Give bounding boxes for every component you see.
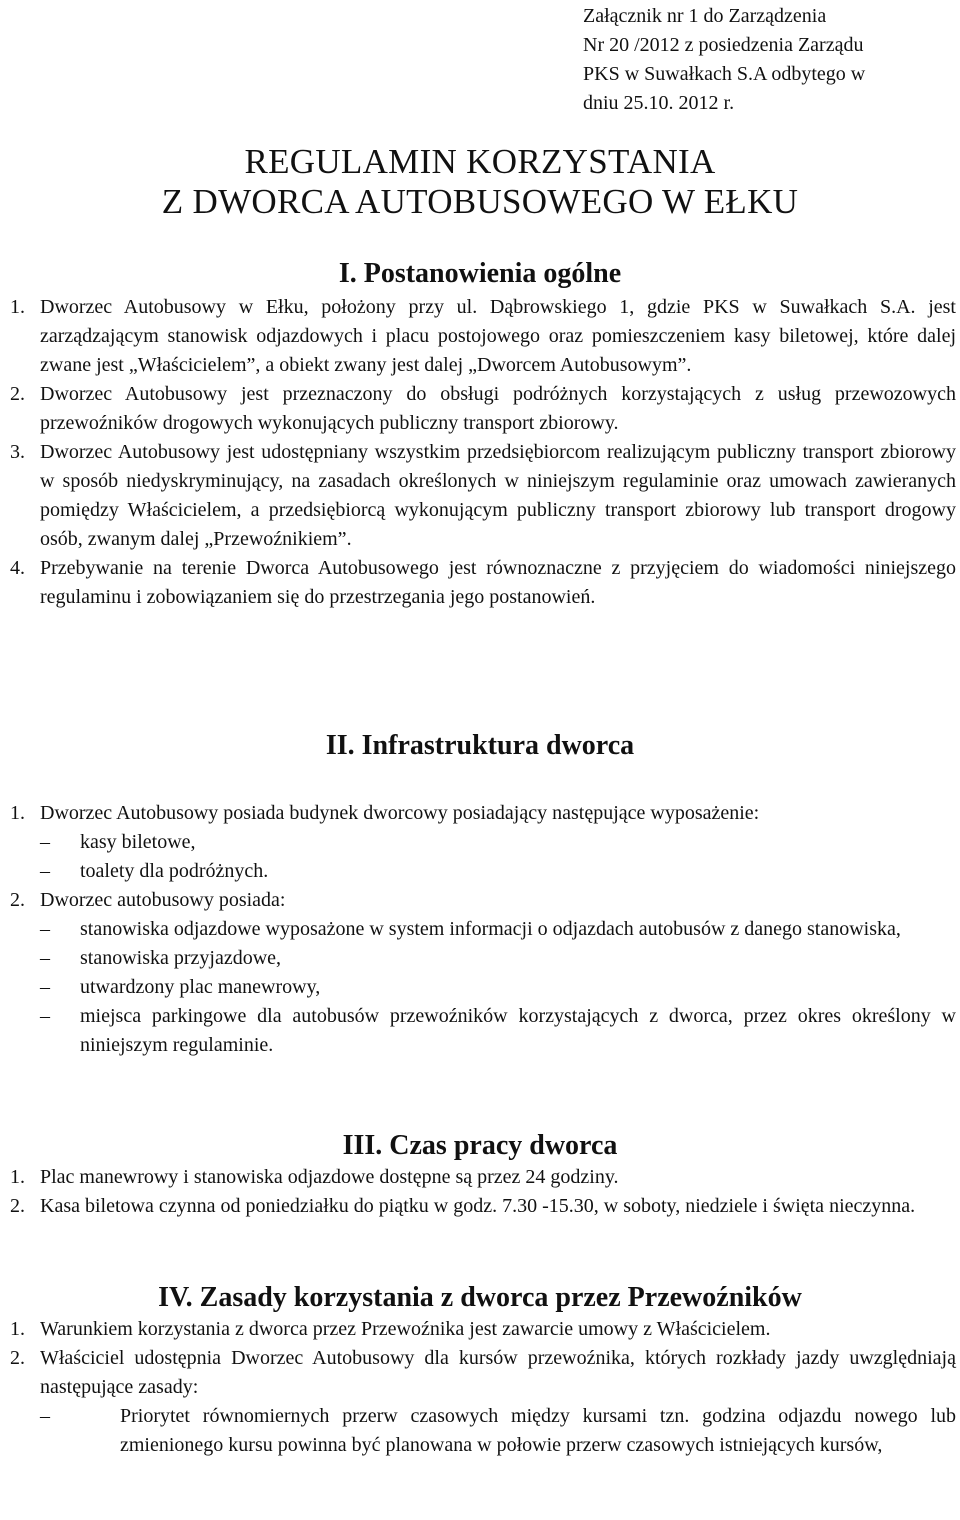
list-item xyxy=(10,554,956,612)
dash-marker: – xyxy=(40,976,50,998)
dash-text: toalety dla podróżnych. xyxy=(80,860,269,882)
list-item xyxy=(10,799,956,828)
list-item xyxy=(10,1192,956,1221)
attachment-line: PKS w Suwałkach S.A odbytego w xyxy=(583,63,866,85)
section-3-list xyxy=(10,1163,956,1221)
item-text: Dworzec Autobusowy w Ełku, położony przy ul. Dąbrowskiego 1, gdzie PKS w Suwałkach S.A. jest zarządzającym stanowisk odjazdowych i placu postojowego oraz pomieszczeniem kasy biletowej, które dalej zwane jest „Właścicielem”, a obiekt zwany jest dalej „Dworcem Autobusowym”. xyxy=(40,296,956,376)
dash-item xyxy=(40,1002,956,1060)
item-text: Dworzec Autobusowy jest przeznaczony do obsługi podróżnych korzystających z usług przewozowych przewoźników drogowych wykonujących publiczny transport zbiorowy. xyxy=(40,383,956,434)
dash-text: stanowiska przyjazdowe, xyxy=(80,947,282,969)
attachment-line: Nr 20 /2012 z posiedzenia Zarządu xyxy=(583,34,864,56)
list-item xyxy=(10,293,956,380)
section-1-heading: I. Postanowienia ogólne xyxy=(338,258,622,289)
dash-marker: – xyxy=(40,831,50,853)
dash-item xyxy=(40,857,956,886)
section-2-list xyxy=(10,799,956,1060)
document-title-line-2: Z DWORCA AUTOBUSOWEGO W EŁKU xyxy=(161,182,799,221)
dash-item xyxy=(40,915,956,944)
item-number: 1. xyxy=(10,802,25,824)
list-item xyxy=(10,1163,956,1192)
dash-marker: – xyxy=(40,947,50,969)
item-text: Właściciel udostępnia Dworzec Autobusowy dla kursów przewoźnika, których rozkłady jazdy uwzględniają następujące zasady: xyxy=(40,1347,956,1398)
attachment-note xyxy=(583,2,953,118)
list-item xyxy=(10,438,956,554)
item-text: Dworzec Autobusowy jest udostępniany wszystkim przedsiębiorcom realizującym publiczny transport zbiorowy w sposób niedyskryminujący, na zasadach określonych w niniejszym regulaminie oraz umowach zawieranych pomiędzy Właścicielem, a przedsiębiorcą wykonującym publiczny transport zbiorowy lub transport drogowy osób, zwanym dalej „Przewoźnikiem”. xyxy=(40,441,956,550)
document-title-line-1: REGULAMIN KORZYSTANIA xyxy=(244,142,716,181)
attachment-line: dniu 25.10. 2012 r. xyxy=(583,92,735,114)
list-item xyxy=(10,1315,956,1344)
item-number: 3. xyxy=(10,441,25,463)
item-number: 1. xyxy=(10,296,25,318)
dash-text: miejsca parkingowe dla autobusów przewoźników korzystających z dworca, przez okres określony w niniejszym regulaminie. xyxy=(80,1005,956,1056)
dash-marker: – xyxy=(40,1005,50,1027)
attachment-line: Załącznik nr 1 do Zarządzenia xyxy=(583,5,827,27)
item-text: Warunkiem korzystania z dworca przez Przewoźnika jest zawarcie umowy z Właścicielem. xyxy=(40,1318,771,1340)
dash-marker: – xyxy=(40,860,50,882)
item-number: 2. xyxy=(10,383,25,405)
item-text: Kasa biletowa czynna od poniedziałku do piątku w godz. 7.30 -15.30, w soboty, niedziele i święta nieczynna. xyxy=(40,1195,916,1217)
dash-text: kasy biletowe, xyxy=(80,831,196,853)
dash-text: Priorytet równomiernych przerw czasowych między kursami tzn. godzina odjazdu nowego lub zmienionego kursu powinna być planowana w połowie przerw czasowych istniejących kursów, xyxy=(120,1405,956,1456)
item-number: 2. xyxy=(10,1347,25,1369)
dash-item xyxy=(40,828,956,857)
item-text: Dworzec autobusowy posiada: xyxy=(40,889,286,911)
section-1-list xyxy=(10,293,956,612)
list-item xyxy=(10,886,956,915)
item-number: 1. xyxy=(10,1166,25,1188)
section-4-heading: IV. Zasady korzystania z dworca przez Przewoźników xyxy=(158,1282,802,1313)
item-number: 1. xyxy=(10,1318,25,1340)
section-3-heading: III. Czas pracy dworca xyxy=(342,1130,618,1161)
item-text: Dworzec Autobusowy posiada budynek dworcowy posiadający następujące wyposażenie: xyxy=(40,802,760,824)
section-2-heading: II. Infrastruktura dworca xyxy=(325,730,635,761)
dash-item xyxy=(40,1402,956,1460)
dash-text: stanowiska odjazdowe wyposażone w system informacji o odjazdach autobusów z danego stanowiska, xyxy=(80,918,901,940)
item-text: Plac manewrowy i stanowiska odjazdowe dostępne są przez 24 godziny. xyxy=(40,1166,619,1188)
dash-item xyxy=(40,944,956,973)
dash-marker: – xyxy=(40,918,50,940)
item-number: 2. xyxy=(10,1195,25,1217)
list-item xyxy=(10,1344,956,1402)
list-item xyxy=(10,380,956,438)
dash-item xyxy=(40,973,956,1002)
dash-marker: – xyxy=(40,1405,50,1427)
item-text: Przebywanie na terenie Dworca Autobusowego jest równoznaczne z przyjęciem do wiadomości niniejszego regulaminu i zobowiązaniem się do przestrzegania jego postanowień. xyxy=(40,557,956,608)
section-4-list xyxy=(10,1315,956,1460)
item-number: 2. xyxy=(10,889,25,911)
dash-text: utwardzony plac manewrowy, xyxy=(80,976,321,998)
item-number: 4. xyxy=(10,557,25,579)
